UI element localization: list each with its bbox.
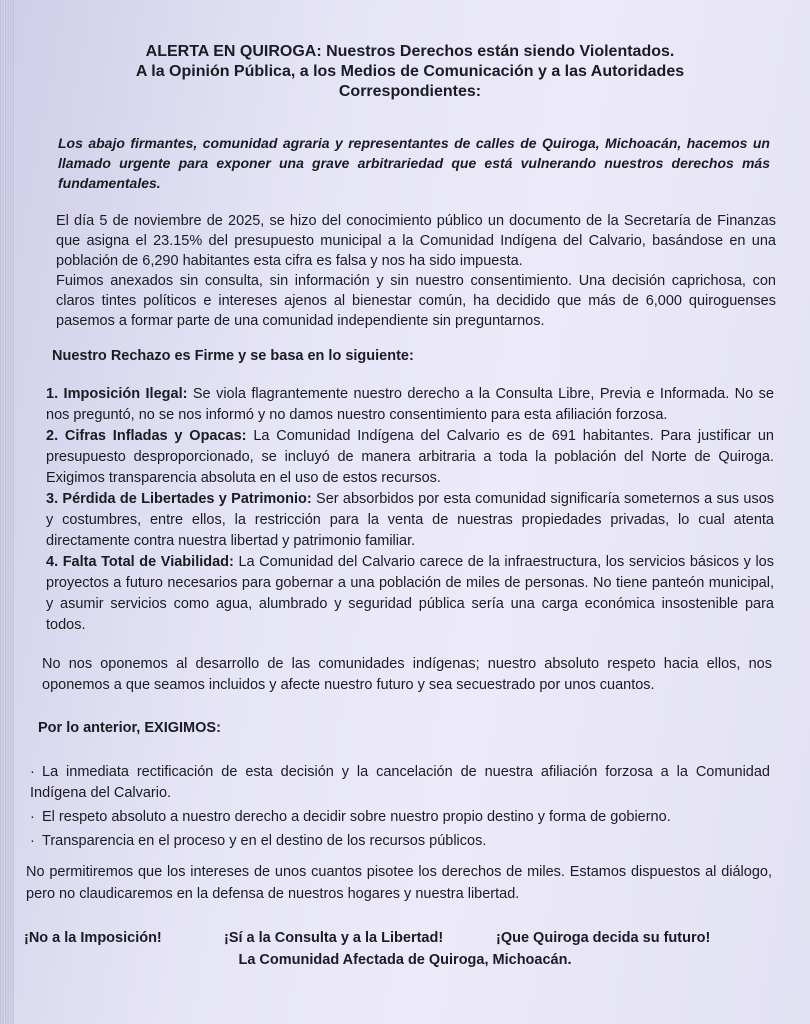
bullet-dot: · <box>30 809 35 825</box>
reasons-list <box>46 384 774 636</box>
closing-paragraph: No permitiremos que los intereses de unos cuantos pisotee los derechos de miles. Estamos dispuestos al diálogo, pero no claudicaremos en la defensa de nuestros hogares y nuestra libertad. <box>26 864 772 902</box>
demands-list <box>30 762 770 855</box>
demand-text: El respeto absoluto a nuestro derecho a decidir sobre nuestro propio destino y forma de gobierno. <box>42 809 671 825</box>
title-line-1: ALERTA EN QUIROGA: Nuestros Derechos están siendo Violentados. <box>145 43 675 60</box>
reason-text: La Comunidad del Calvario carece de la infraestructura, los servicios básicos y los proyectos a futuro necesarios para gobernar a una población de miles de personas. No tiene panteón municipal, y asumir servicios como agua, alumbrado y seguridad pública sería una carga económica insostenible para todos. <box>46 554 774 633</box>
bullet-dot: · <box>30 833 35 849</box>
title-line-3: Correspondientes: <box>338 83 482 100</box>
reason-text: Ser absorbidos por esta comunidad significaría someternos a sus usos y costumbres, entre ellos, la restricción para la venta de nuestras propiedades privadas, lo cual atenta directamente contra nuestra libertad y patrimonio familiar. <box>46 491 775 549</box>
rejection-heading: Nuestro Rechazo es Firme y se basa en lo siguiente: <box>52 348 414 364</box>
demand-item <box>30 807 770 828</box>
context-part-1: El día 5 de noviembre de 2025, se hizo del conocimiento público un documento de la Secretaría de Finanzas que asigna el 23.15% del presupuesto municipal a la Comunidad Indígena del Calvario, basándose en una población de 6,290 habitantes esta cifra es falsa y nos ha sido impuesta. <box>56 213 776 269</box>
intro-paragraph: Los abajo firmantes, comunidad agraria y representantes de calles de Quiroga, Michoacán, hacemos un llamado urgente para exponer una grave arbitrariedad que está vulnerando nuestros derechos más fundamentales. <box>58 135 770 191</box>
slogan-no-imposicion: ¡No a la Imposición! <box>24 930 162 946</box>
signature-line: La Comunidad Afectada de Quiroga, Michoacán. <box>238 952 572 968</box>
context-part-2: Fuimos anexados sin consulta, sin información y sin nuestro consentimiento. Una decisión caprichosa, con claros tintes políticos e intereses ajenos al bienestar común, ha decidido que más de 6,000 quiroguenses pasemos a formar parte de una comunidad independiente sin preguntarnos. <box>56 273 776 329</box>
reason-item <box>46 552 774 636</box>
context-paragraph <box>56 211 776 331</box>
reason-title: 3. Pérdida de Libertades y Patrimonio: <box>46 491 312 507</box>
demand-text: La inmediata rectificación de esta decisión y la cancelación de nuestra afiliación forzosa a la Comunidad Indígena del Calvario. <box>30 764 770 801</box>
slogan-quiroga-futuro: ¡Que Quiroga decida su futuro! <box>496 930 711 946</box>
stacked-paper-edge <box>0 0 14 1024</box>
reason-text: Se viola flagrantemente nuestro derecho a la Consulta Libre, Previa e Informada. No se nos preguntó, no se nos informó y no damos nuestro consentimiento para esta afiliación forzosa. <box>46 386 774 423</box>
demands-heading: Por lo anterior, EXIGIMOS: <box>38 720 221 736</box>
demand-text: Transparencia en el proceso y en el destino de los recursos públicos. <box>42 833 487 849</box>
reason-item <box>46 384 774 426</box>
title-line-2: A la Opinión Pública, a los Medios de Comunicación y a las Autoridades <box>135 63 685 80</box>
bullet-dot: · <box>30 764 35 780</box>
reason-item <box>46 489 774 552</box>
demand-item <box>30 831 770 852</box>
demand-item <box>30 762 770 804</box>
reason-title: 1. Imposición Ilegal: <box>46 386 188 402</box>
reason-text: La Comunidad Indígena del Calvario es de 691 habitantes. Para justificar un presupuesto desproporcionado, se incluyó de manera arbitraria a toda la población del Norte de Quiroga. Exigimos transparencia absoluta en el uso de estos recursos. <box>46 428 774 486</box>
slogan-consulta-libertad: ¡Sí a la Consulta y a la Libertad! <box>224 930 444 946</box>
reason-title: 2. Cifras Infladas y Opacas: <box>46 428 247 444</box>
document-title <box>60 42 760 102</box>
respect-paragraph: No nos oponemos al desarrollo de las comunidades indígenas; nuestro absoluto respeto hacia ellos, nos oponemos a que seamos incluidos y afecte nuestro futuro y sea secuestrado por unos cuantos. <box>42 656 772 693</box>
reason-title: 4. Falta Total de Viabilidad: <box>46 554 234 570</box>
reason-item <box>46 426 774 489</box>
